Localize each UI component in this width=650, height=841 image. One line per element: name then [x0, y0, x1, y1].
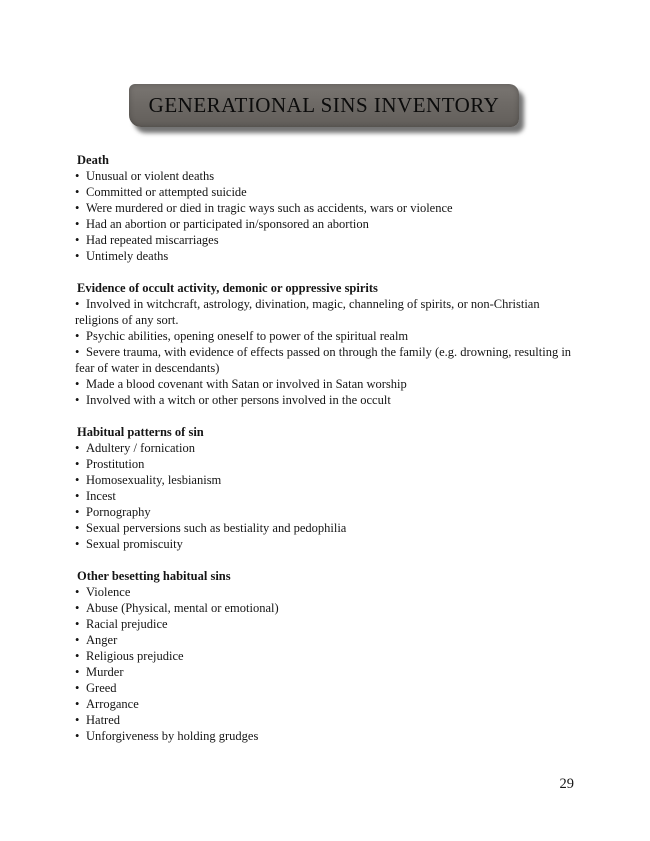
bullet-item: [75, 248, 577, 264]
bullet-item-text: Violence: [86, 585, 131, 599]
bullet-icon: •: [75, 233, 80, 247]
bullet-item: [75, 616, 577, 632]
bullet-item-text: Arrogance: [86, 697, 139, 711]
bullet-icon: •: [75, 329, 80, 343]
bullet-item: [75, 232, 577, 248]
bullet-item: [75, 584, 577, 600]
bullet-icon: •: [75, 617, 80, 631]
title-banner: [129, 84, 519, 127]
bullet-item: [75, 648, 577, 664]
bullet-item-text: Adultery / fornication: [86, 441, 195, 455]
bullet-item: [75, 680, 577, 696]
section: [75, 280, 577, 408]
bullet-item: [75, 728, 577, 744]
bullet-item-text: Involved in witchcraft, astrology, divination, magic, channeling of spirits, or non-Christian religions of any sort.: [75, 297, 540, 327]
bullet-item: [75, 392, 577, 408]
bullet-item-text: Murder: [86, 665, 124, 679]
bullet-icon: •: [75, 169, 80, 183]
bullet-icon: •: [75, 185, 80, 199]
bullet-icon: •: [75, 665, 80, 679]
section: [75, 152, 577, 264]
bullet-icon: •: [75, 537, 80, 551]
sections: [75, 152, 577, 760]
bullet-item: [75, 328, 577, 344]
bullet-item-text: Psychic abilities, opening oneself to power of the spiritual realm: [86, 329, 409, 343]
bullet-item: [75, 456, 577, 472]
bullet-icon: •: [75, 729, 80, 743]
bullet-item: [75, 168, 577, 184]
section-heading: Evidence of occult activity, demonic or oppressive spirits: [77, 281, 378, 295]
bullet-item: [75, 440, 577, 456]
section-heading: Death: [77, 153, 109, 167]
bullet-item-text: Committed or attempted suicide: [86, 185, 247, 199]
bullet-item: [75, 664, 577, 680]
bullet-icon: •: [75, 473, 80, 487]
bullet-item: [75, 184, 577, 200]
bullet-item: [75, 520, 577, 536]
bullet-icon: •: [75, 377, 80, 391]
bullet-item-text: Sexual promiscuity: [86, 537, 183, 551]
bullet-item-text: Abuse (Physical, mental or emotional): [86, 601, 279, 615]
bullet-icon: •: [75, 505, 80, 519]
bullet-item: [75, 600, 577, 616]
bullet-icon: •: [75, 393, 80, 407]
page-number: 29: [559, 776, 574, 792]
bullet-item-text: Severe trauma, with evidence of effects passed on through the family (e.g. drowning, resulting in fear of water in descendants): [75, 345, 572, 375]
bullet-item-text: Sexual perversions such as bestiality and pedophilia: [86, 521, 347, 535]
bullet-item-text: Unforgiveness by holding grudges: [86, 729, 259, 743]
bullet-item-text: Religious prejudice: [86, 649, 184, 663]
bullet-item-text: Were murdered or died in tragic ways such as accidents, wars or violence: [86, 201, 453, 215]
bullet-item: [75, 504, 577, 520]
bullet-item: [75, 632, 577, 648]
bullet-item: [75, 200, 577, 216]
section-heading: Habitual patterns of sin: [77, 425, 204, 439]
bullet-icon: •: [75, 649, 80, 663]
bullet-item: [75, 344, 577, 376]
bullet-item-text: Unusual or violent deaths: [86, 169, 215, 183]
bullet-item-text: Had an abortion or participated in/sponsored an abortion: [86, 217, 369, 231]
bullet-item-text: Pornography: [86, 505, 151, 519]
bullet-icon: •: [75, 697, 80, 711]
bullet-item: [75, 712, 577, 728]
bullet-icon: •: [75, 521, 80, 535]
bullet-icon: •: [75, 585, 80, 599]
bullet-icon: •: [75, 249, 80, 263]
bullet-icon: •: [75, 713, 80, 727]
bullet-item-text: Had repeated miscarriages: [86, 233, 219, 247]
bullet-item-text: Hatred: [86, 713, 121, 727]
bullet-item-text: Anger: [86, 633, 118, 647]
bullet-icon: •: [75, 217, 80, 231]
bullet-item: [75, 216, 577, 232]
section: [75, 424, 577, 552]
bullet-item-text: Incest: [86, 489, 116, 503]
bullet-icon: •: [75, 489, 80, 503]
bullet-icon: •: [75, 345, 80, 359]
bullet-item-text: Involved with a witch or other persons involved in the occult: [86, 393, 391, 407]
bullet-icon: •: [75, 633, 80, 647]
bullet-icon: •: [75, 457, 80, 471]
bullet-item-text: Racial prejudice: [86, 617, 168, 631]
bullet-item: [75, 696, 577, 712]
section: [75, 568, 577, 744]
bullet-item: [75, 536, 577, 552]
section-heading: Other besetting habitual sins: [77, 569, 231, 583]
bullet-item-text: Made a blood covenant with Satan or involved in Satan worship: [86, 377, 407, 391]
bullet-item: [75, 488, 577, 504]
bullet-icon: •: [75, 681, 80, 695]
bullet-icon: •: [75, 441, 80, 455]
bullet-item-text: Homosexuality, lesbianism: [86, 473, 222, 487]
bullet-item: [75, 296, 577, 328]
bullet-item: [75, 376, 577, 392]
bullet-icon: •: [75, 297, 80, 311]
bullet-icon: •: [75, 201, 80, 215]
bullet-item-text: Untimely deaths: [86, 249, 169, 263]
bullet-icon: •: [75, 601, 80, 615]
bullet-item: [75, 472, 577, 488]
bullet-item-text: Prostitution: [86, 457, 145, 471]
page-title: GENERATIONAL SINS INVENTORY: [148, 93, 500, 117]
bullet-item-text: Greed: [86, 681, 117, 695]
